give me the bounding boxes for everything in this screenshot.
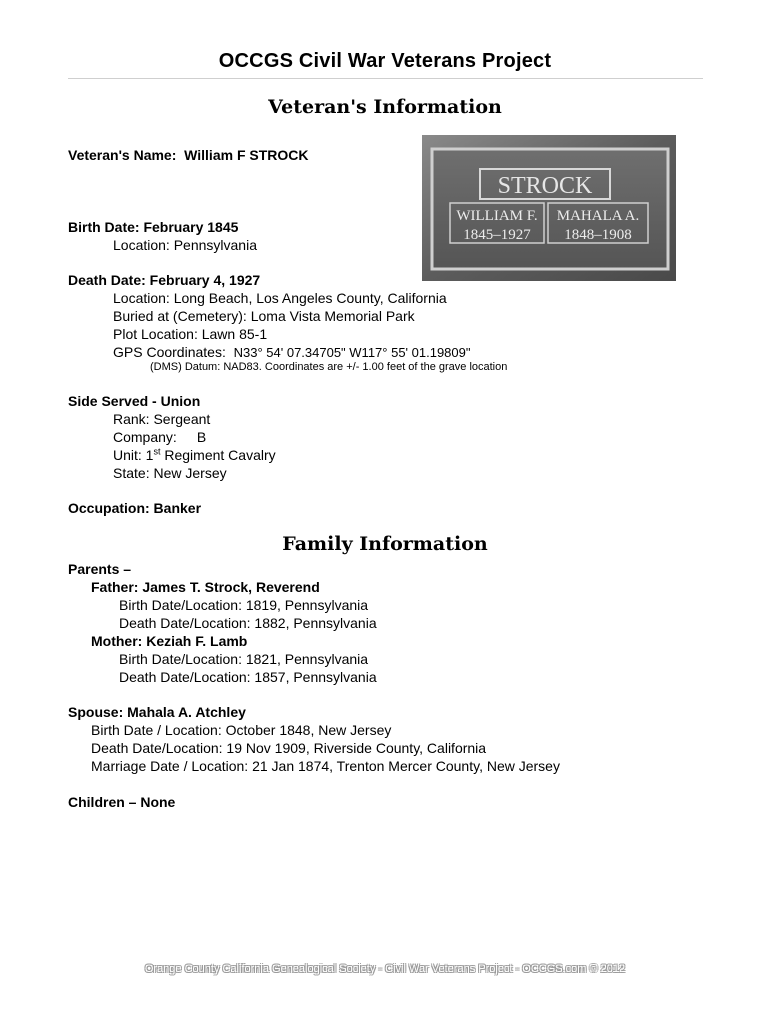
children: Children – None bbox=[68, 794, 176, 810]
gps-label: GPS Coordinates: bbox=[113, 344, 226, 360]
father-label: Father bbox=[91, 579, 134, 595]
father-name: : James T. Strock, Reverend bbox=[133, 579, 320, 595]
mother-row bbox=[91, 632, 247, 650]
rank: Rank: Sergeant bbox=[113, 411, 211, 427]
buried-at: Buried at (Cemetery): Loma Vista Memorial Park bbox=[113, 308, 415, 324]
gps-coordinates bbox=[113, 343, 470, 362]
veteran-info-heading: Veteran's Information bbox=[268, 96, 502, 118]
company-value: B bbox=[196, 429, 207, 445]
unit-ordinal: st bbox=[153, 446, 161, 457]
death-date: Death Date: February 4, 1927 bbox=[68, 272, 261, 288]
birth-location: Location: Pennsylvania bbox=[113, 237, 257, 253]
unit-suffix: Regiment Cavalry bbox=[160, 447, 276, 463]
title-divider bbox=[68, 78, 703, 79]
mother-label: Mother bbox=[91, 633, 138, 649]
side-served: Side Served - Union bbox=[68, 393, 201, 409]
headstone-surname: STROCK bbox=[497, 173, 593, 199]
mother-birth: Birth Date/Location: 1821, Pennsylvania bbox=[119, 651, 369, 667]
page-footer: Orange County California Genealogical Society - Civil War Veterans Project - OCCGS.com © 2012 bbox=[144, 963, 626, 975]
family-info-heading: Family Information bbox=[282, 533, 488, 555]
page-title: OCCGS Civil War Veterans Project bbox=[218, 50, 552, 72]
father-death: Death Date/Location: 1882, Pennsylvania bbox=[119, 615, 377, 631]
parents-label: Parents – bbox=[68, 561, 132, 577]
veteran-name-row bbox=[68, 146, 309, 164]
father-birth: Birth Date/Location: 1819, Pennsylvania bbox=[119, 597, 369, 613]
death-location: Location: Long Beach, Los Angeles County, California bbox=[113, 290, 447, 306]
spouse-death: Death Date/Location: 19 Nov 1909, Riverside County, California bbox=[91, 740, 487, 756]
headstone-left-name: WILLIAM F. bbox=[456, 208, 538, 224]
company-label: Company: bbox=[113, 429, 177, 445]
headstone-photo bbox=[422, 135, 676, 281]
state: State: New Jersey bbox=[113, 465, 227, 481]
spouse: Spouse: Mahala A. Atchley bbox=[68, 704, 246, 720]
unit bbox=[113, 446, 276, 464]
unit-prefix: Unit: 1 bbox=[113, 447, 154, 463]
plot-location: Plot Location: Lawn 85-1 bbox=[113, 326, 268, 342]
headstone-left-dates: 1845–1927 bbox=[463, 227, 531, 243]
company bbox=[113, 428, 206, 446]
birth-date: Birth Date: February 1845 bbox=[68, 219, 239, 235]
spouse-marriage: Marriage Date / Location: 21 Jan 1874, Trenton Mercer County, New Jersey bbox=[91, 758, 560, 774]
gps-note: (DMS) Datum: NAD83. Coordinates are +/- 1.00 feet of the grave location bbox=[150, 361, 508, 373]
headstone-right-name: MAHALA A. bbox=[556, 208, 640, 224]
gps-value: N33° 54' 07.34705" W117° 55' 01.19809" bbox=[233, 345, 471, 360]
headstone-right-dates: 1848–1908 bbox=[564, 227, 632, 243]
spouse-birth: Birth Date / Location: October 1848, New Jersey bbox=[91, 722, 392, 738]
mother-death: Death Date/Location: 1857, Pennsylvania bbox=[119, 669, 377, 685]
father-row bbox=[91, 578, 320, 596]
occupation: Occupation: Banker bbox=[68, 500, 202, 516]
veteran-name-label: Veteran's Name: bbox=[68, 147, 177, 163]
veteran-name-value: William F STROCK bbox=[184, 147, 309, 163]
mother-name: : Keziah F. Lamb bbox=[137, 633, 248, 649]
